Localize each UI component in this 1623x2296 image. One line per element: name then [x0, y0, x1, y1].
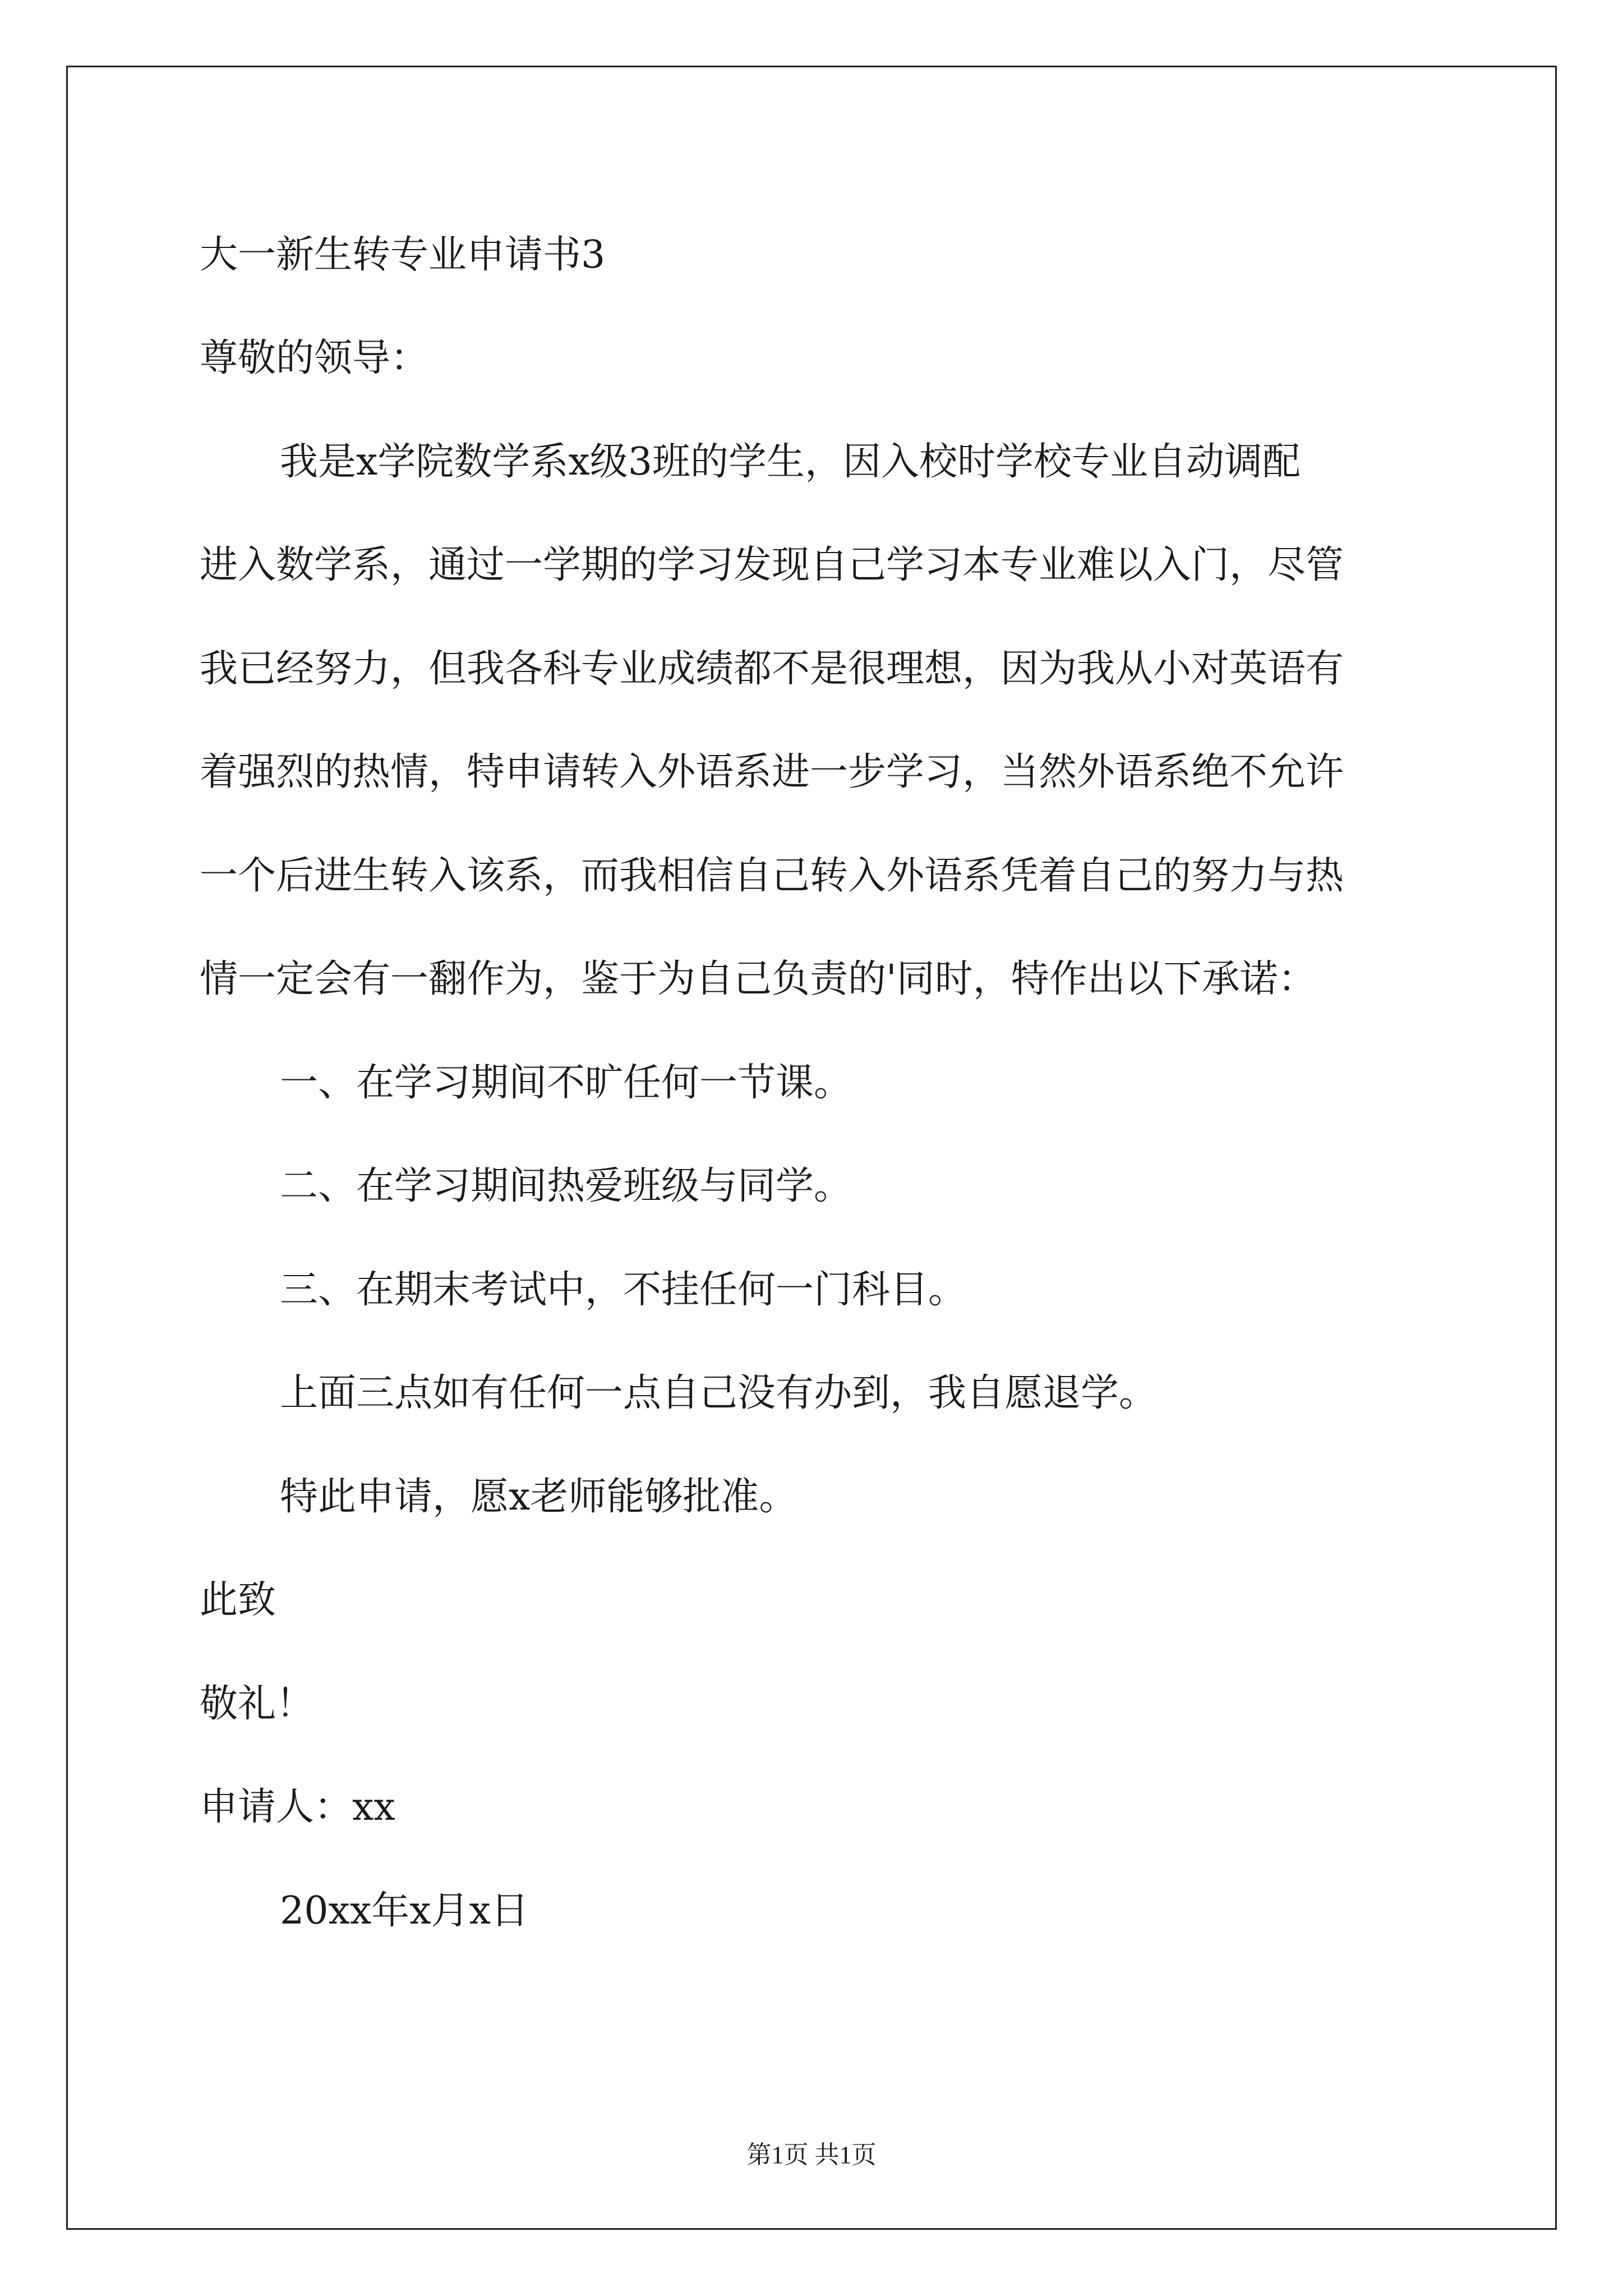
- body-line: 着强烈的热情，特申请转入外语系进一步学习，当然外语系绝不允许: [200, 750, 1344, 794]
- request-statement: 特此申请，愿x老师能够批准。: [280, 1475, 797, 1519]
- closing-salute: 敬礼！: [200, 1682, 315, 1726]
- body-line: 我已经努力，但我各科专业成绩都不是很理想，因为我从小对英语有: [200, 647, 1344, 691]
- body-line: 进入数学系，通过一学期的学习发现自己学习本专业难以入门，尽管: [200, 543, 1344, 587]
- consequence-statement: 上面三点如有任何一点自己没有办到，我自愿退学。: [280, 1371, 1158, 1415]
- body-line: 一个后进生转入该系，而我相信自己转入外语系凭着自己的努力与热: [200, 854, 1344, 898]
- salutation: 尊敬的领导：: [200, 336, 429, 380]
- date-line: 20xx年x月x日: [280, 1889, 529, 1933]
- promise-item: 一、在学习期间不旷任何一节课。: [280, 1061, 852, 1105]
- body-line: 情一定会有一翻作为，鉴于为自己负责的'同时，特作出以下承诺：: [200, 957, 1316, 1001]
- page-footer: 第1页 共1页: [746, 2141, 877, 2169]
- closing-greeting: 此致: [200, 1578, 276, 1622]
- document-title: 大一新生转专业申请书3: [200, 233, 606, 277]
- applicant-signature: 申请人：xx: [200, 1785, 395, 1829]
- promise-item: 二、在学习期间热爱班级与同学。: [280, 1164, 852, 1208]
- promise-item: 三、在期末考试中，不挂任何一门科目。: [280, 1268, 967, 1312]
- body-line: 我是x学院数学系x级3班的学生，因入校时学校专业自动调配: [280, 440, 1301, 484]
